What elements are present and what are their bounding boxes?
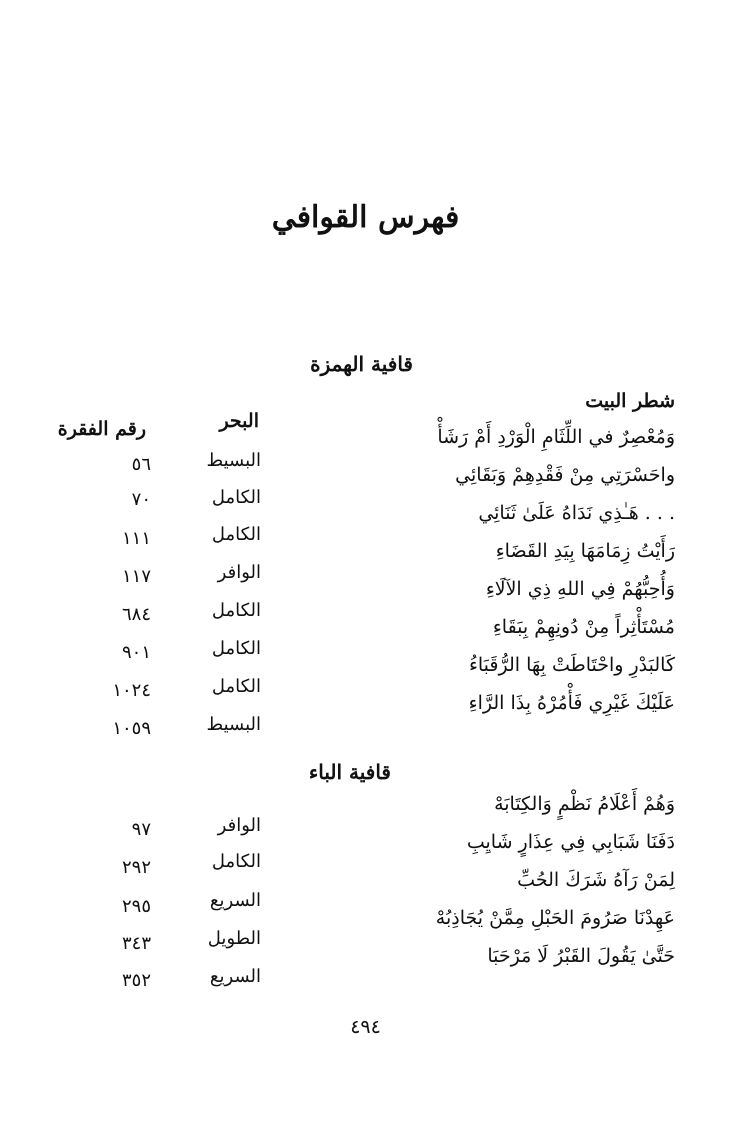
verse-text: دَفَنَا شَبَابِي فِي عِذَارٍ شَايِبِ — [466, 831, 675, 853]
paragraph-number: ٣٥٢ — [121, 970, 151, 991]
section-heading-hamza: قافية الهمزة — [310, 352, 413, 376]
paragraph-number: ٩٧ — [131, 819, 151, 840]
meter-name: الوافر — [217, 562, 261, 583]
verse-text: وَهُمْ أَعْلَامُ نَظْمٍ وَالكِتَابَهْ — [494, 793, 675, 815]
section-heading-ba: قافية الباء — [308, 760, 391, 784]
meter-name: الكامل — [211, 600, 261, 621]
page-number: ٤٩٤ — [350, 1016, 381, 1038]
paragraph-number: ٥٦ — [131, 454, 151, 475]
verse-text: واحَسْرَتِي مِنْ فَقْدِهِمْ وَبَقَائِي — [455, 464, 675, 486]
meter-name: السريع — [209, 890, 261, 911]
meter-name: الكامل — [211, 638, 261, 659]
paragraph-number: ٢٩٢ — [121, 857, 151, 878]
meter-name: الوافر — [217, 815, 261, 836]
paragraph-number: ٢٩٥ — [121, 896, 151, 917]
paragraph-number: ١٠٢٤ — [112, 680, 151, 701]
meter-name: البسيط — [206, 714, 261, 735]
verse-text: . . . هَـٰذِي نَدَاهُ عَلَىٰ ثَنَائِي — [478, 502, 675, 524]
meter-name: الكامل — [211, 851, 261, 872]
index-title: فهرس القوافي — [271, 200, 460, 235]
paragraph-number: ٩٠١ — [121, 642, 151, 663]
meter-name: الكامل — [211, 524, 261, 545]
paragraph-number: ١٠٥٩ — [112, 718, 151, 739]
paragraph-number: ٦٨٤ — [121, 604, 151, 625]
paragraph-number: ٧٠ — [131, 489, 151, 510]
verse-text: رَأَيْتُ زِمَامَهَا بِيَدِ القَضَاءِ — [495, 540, 675, 562]
verse-text: وَمُعْصِرٌ في اللِّثَامِ الْوَرْدِ أَمْ رَشَأْ — [437, 426, 675, 448]
column-header-meter: البحر — [219, 410, 259, 432]
meter-name: الكامل — [211, 487, 261, 508]
column-header-verse: شطر البيت — [585, 390, 675, 412]
paragraph-number: ١١٧ — [121, 566, 151, 587]
verse-text: عَهِدْنَا صَرُومَ الحَبْلِ مِمَّنْ يُجَاذِبُهْ — [435, 907, 675, 929]
verse-text: مُسْتَأْثِراً مِنْ دُونِهِمْ بِبَقَاءِ — [492, 616, 675, 638]
meter-name: البسيط — [206, 450, 261, 471]
verse-text: لِمَنْ رَآهُ شَرَكَ الحُبِّ — [517, 869, 675, 891]
column-header-number: رقم الفقرة — [57, 418, 146, 440]
verse-text: وَأُحِبُّهُمْ فِي اللهِ ذِي الآلَاءِ — [485, 578, 675, 600]
verse-text: عَلَيْكَ غَيْرِي فَأْمُرْهُ بِذَا الرَّاءِ — [468, 692, 675, 714]
paragraph-number: ٣٤٣ — [121, 933, 151, 954]
verse-text: كَالبَدْرِ واحْتَاطَتْ بِهَا الرُّقَبَاءُ — [468, 654, 675, 676]
verse-text: حَتَّىٰ يَقُولَ القَبْرُ لَا مَرْحَبَا — [487, 945, 675, 967]
meter-name: الطويل — [207, 928, 261, 949]
paragraph-number: ١١١ — [121, 528, 151, 549]
meter-name: السريع — [209, 966, 261, 987]
meter-name: الكامل — [211, 676, 261, 697]
